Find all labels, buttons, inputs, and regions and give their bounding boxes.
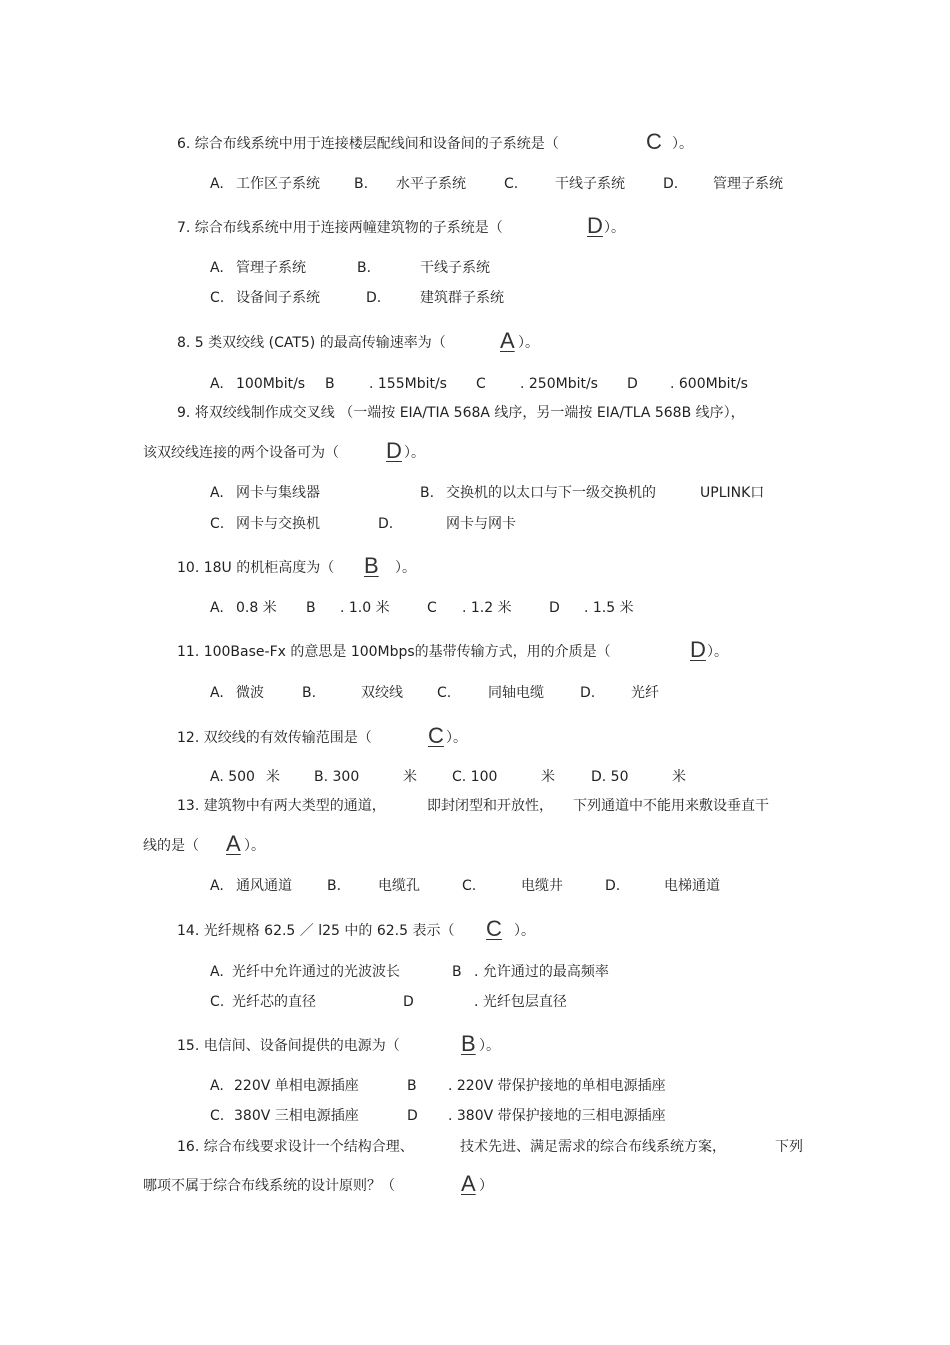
q9-opt-b-text-2: UPLINK口 (700, 485, 765, 501)
q16-line1-part1: 16. 综合布线要求设计一个结构合理、 (177, 1139, 414, 1155)
q12-opt-a-unit: 米 (266, 769, 280, 785)
q14-opt-a-key: A. (210, 964, 224, 980)
q10-opt-b-text: . 1.0 米 (340, 600, 390, 616)
q14-answer: C (486, 916, 502, 941)
q9-opt-b-key: B. (420, 485, 435, 501)
q6-end: ）。 (672, 136, 693, 152)
q9-opt-a-text: 网卡与集线器 (236, 485, 320, 501)
q14-opt-d-text: . 光纤包层直径 (474, 994, 567, 1010)
q16-line1-part2: 技术先进、满足需求的综合布线系统方案， (460, 1139, 726, 1155)
q7-opt-d-text: 建筑群子系统 (420, 290, 504, 306)
q11-opt-a-text: 微波 (236, 685, 264, 701)
q8-opt-a-key: A. (210, 376, 224, 392)
q9-opt-d-key: D. (378, 516, 394, 532)
q11-opt-b-text: 双绞线 (361, 685, 403, 701)
q15-opt-d-text: . 380V 带保护接地的三相电源插座 (448, 1108, 666, 1124)
q10-opt-a-text: 0.8 米 (236, 600, 277, 616)
q15-opt-d-key: D (407, 1108, 418, 1124)
q7-opt-b-key: B. (357, 260, 372, 276)
q11-answer: D (690, 637, 706, 662)
q11-end: ）。 (707, 644, 728, 660)
q8-opt-d-text: . 600Mbit/s (670, 376, 748, 392)
q8-opt-a-text: 100Mbit/s (236, 376, 306, 392)
q10-opt-c-key: C (427, 600, 437, 616)
q13-opt-b-key: B. (327, 878, 342, 894)
q13-opt-b-text: 电缆孔 (378, 878, 420, 894)
q13-end: ）。 (244, 838, 265, 854)
q15-opt-b-key: B (407, 1078, 417, 1094)
q15-end: ）。 (479, 1038, 500, 1054)
q6-opt-b-text: 水平子系统 (396, 176, 466, 192)
q14-opt-c-key: C. (210, 994, 225, 1010)
q8-opt-c-key: C (476, 376, 486, 392)
q14-stem: 14. 光纤规格 62.5 ／ l25 中的 62.5 表示（ (177, 923, 455, 939)
q9-end: ）。 (404, 445, 425, 461)
q9-opt-c-text: 网卡与交换机 (236, 516, 320, 532)
q13-opt-c-text: 电缆井 (521, 878, 563, 894)
q6-opt-c-text: 干线子系统 (555, 176, 625, 192)
q9-line2: 该双绞线连接的两个设备可为（ (143, 445, 339, 461)
q11-opt-a-key: A. (210, 685, 224, 701)
q10-opt-c-text: . 1.2 米 (462, 600, 512, 616)
q6-stem: 6. 综合布线系统中用于连接楼层配线间和设备间的子系统是（ (177, 136, 559, 152)
q11-opt-c-text: 同轴电缆 (488, 685, 544, 701)
q10-opt-d-key: D (549, 600, 560, 616)
q14-end: ）。 (514, 923, 535, 939)
q9-opt-a-key: A. (210, 485, 224, 501)
q10-opt-a-key: A. (210, 600, 224, 616)
q7-stem: 7. 综合布线系统中用于连接两幢建筑物的子系统是（ (177, 220, 503, 236)
q10-opt-b-key: B (306, 600, 316, 616)
q6-opt-b-key: B. (354, 176, 369, 192)
q14-opt-b-text: . 允许通过的最高频率 (474, 964, 609, 980)
q12-end: ）。 (446, 730, 467, 746)
q7-opt-b-text: 干线子系统 (420, 260, 490, 276)
q12-opt-b-val: B. 300 (314, 769, 360, 785)
q13-opt-a-text: 通风通道 (236, 878, 292, 894)
q10-answer: B (364, 553, 379, 578)
q15-opt-a-key: A. (210, 1078, 224, 1094)
q16-answer: A (461, 1171, 476, 1196)
q16-end: ） (479, 1178, 493, 1194)
q13-line1-part3: 下列通道中不能用来敷设垂直干 (573, 798, 769, 814)
q8-end: ）。 (518, 335, 539, 351)
q9-answer: D (386, 438, 402, 463)
q7-opt-c-key: C. (210, 290, 225, 306)
q6-opt-a-text: 工作区子系统 (236, 176, 320, 192)
q12-opt-c-val: C. 100 (452, 769, 498, 785)
q10-end: ）。 (395, 560, 416, 576)
q15-answer: B (461, 1031, 476, 1056)
q6-answer: C (646, 129, 662, 154)
q13-line1-part1: 13. 建筑物中有两大类型的通道， (177, 798, 386, 814)
q7-opt-d-key: D. (366, 290, 382, 306)
q15-opt-a-text: 220V 单相电源插座 (234, 1078, 359, 1094)
q16-line1-part3: 下列 (775, 1139, 803, 1155)
q7-opt-c-text: 设备间子系统 (236, 290, 320, 306)
q8-opt-b-key: B (325, 376, 335, 392)
q11-opt-c-key: C. (437, 685, 452, 701)
q9-line1: 9. 将双绞线制作成交叉线 （一端按 EIA/TIA 568A 线序，另一端按 EIA/TLA 568B 线序）， (177, 405, 745, 421)
q16-line2: 哪项不属于综合布线系统的设计原则？（ (143, 1178, 395, 1194)
q6-opt-d-text: 管理子系统 (713, 176, 783, 192)
q7-answer: D (587, 213, 603, 238)
q12-answer: C (428, 723, 444, 748)
q13-line2: 线的是（ (143, 838, 199, 854)
q10-opt-d-text: . 1.5 米 (584, 600, 634, 616)
q14-opt-d-key: D (403, 994, 414, 1010)
q13-opt-d-text: 电梯通道 (664, 878, 720, 894)
q7-opt-a-key: A. (210, 260, 224, 276)
q12-opt-d-unit: 米 (672, 769, 686, 785)
q8-opt-b-text: . 155Mbit/s (369, 376, 447, 392)
q15-opt-c-key: C. (210, 1108, 225, 1124)
q12-stem: 12. 双绞线的有效传输范围是（ (177, 730, 372, 746)
q6-opt-d-key: D. (663, 176, 679, 192)
q14-opt-c-text: 光纤芯的直径 (232, 994, 316, 1010)
q15-opt-b-text: . 220V 带保护接地的单相电源插座 (448, 1078, 666, 1094)
q15-stem: 15. 电信间、设备间提供的电源为（ (177, 1038, 400, 1054)
q9-opt-c-key: C. (210, 516, 225, 532)
q13-opt-c-key: C. (462, 878, 477, 894)
q11-stem: 11. 100Base-Fx 的意思是 100Mbps的基带传输方式，用的介质是（ (177, 644, 611, 660)
q11-opt-d-text: 光纤 (631, 685, 659, 701)
q12-opt-c-unit: 米 (541, 769, 555, 785)
q8-answer: A (500, 328, 515, 353)
q12-opt-b-unit: 米 (403, 769, 417, 785)
q13-opt-a-key: A. (210, 878, 224, 894)
q13-opt-d-key: D. (605, 878, 621, 894)
q8-stem: 8. 5 类双绞线 (CAT5) 的最高传输速率为（ (177, 335, 446, 351)
q14-opt-b-key: B (452, 964, 462, 980)
q11-opt-d-key: D. (580, 685, 596, 701)
q12-opt-a-val: A. 500 (210, 769, 255, 785)
q9-opt-b-text: 交换机的以太口与下一级交换机的 (446, 485, 656, 501)
q7-end: ）。 (604, 220, 625, 236)
q12-opt-d-val: D. 50 (591, 769, 629, 785)
q8-opt-d-key: D (627, 376, 638, 392)
q13-line1-part2: 即封闭型和开放性， (427, 798, 553, 814)
q13-answer: A (226, 831, 241, 856)
q6-opt-a-key: A. (210, 176, 224, 192)
q14-opt-a-text: 光纤中允许通过的光波波长 (232, 964, 400, 980)
q8-opt-c-text: . 250Mbit/s (520, 376, 598, 392)
q10-stem: 10. 18U 的机柜高度为（ (177, 560, 335, 576)
q9-opt-d-text: 网卡与网卡 (446, 516, 516, 532)
q11-opt-b-key: B. (302, 685, 317, 701)
q6-opt-c-key: C. (504, 176, 519, 192)
q15-opt-c-text: 380V 三相电源插座 (234, 1108, 359, 1124)
q7-opt-a-text: 管理子系统 (236, 260, 306, 276)
